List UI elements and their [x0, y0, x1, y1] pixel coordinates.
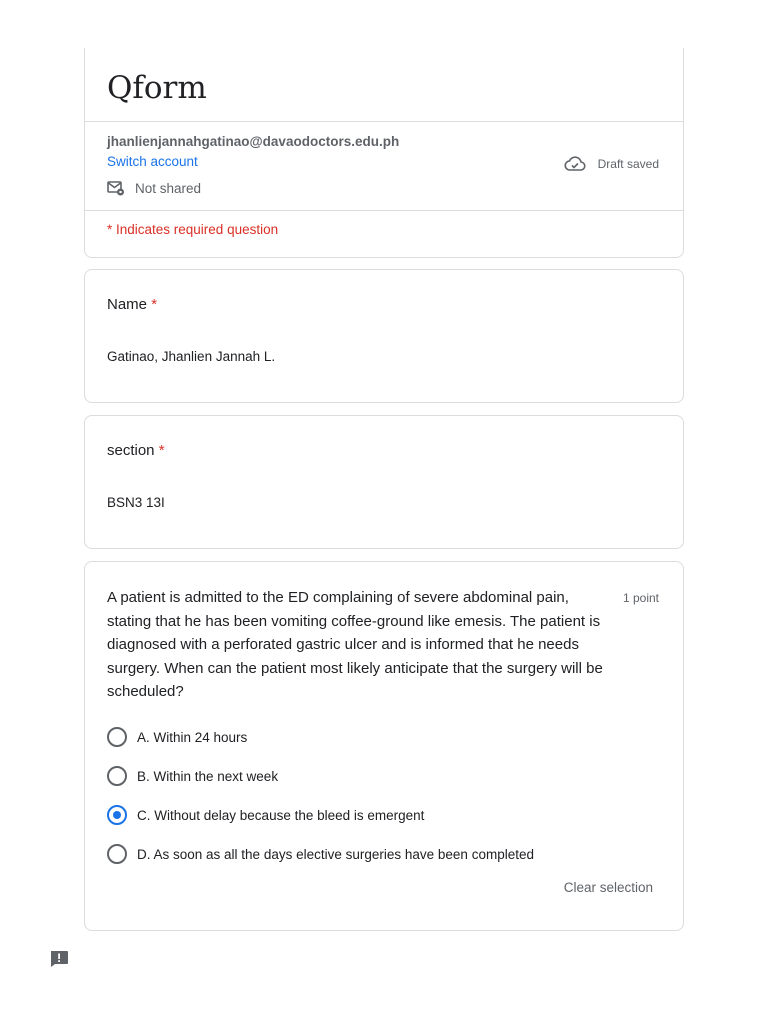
- question-text: A patient is admitted to the ED complaining of severe abdominal pain, stating that he has been vomiting coffee-ground like emesis. The patient is diagnosed with a perforated gastric ulcer and is informed that he needs surgery. When can the patient most likely anticipate that the surgery will be scheduled?: [107, 589, 603, 700]
- question-title-text: Name: [107, 296, 148, 313]
- option-c[interactable]: [107, 805, 424, 825]
- clear-selection-button[interactable]: Clear selection: [563, 880, 653, 895]
- question-card-multiple-choice: [84, 561, 684, 931]
- option-label: B. Within the next week: [137, 768, 279, 784]
- section-answer: BSN3 13I: [107, 495, 165, 510]
- form-header-card: [84, 48, 684, 258]
- radio-button-selected[interactable]: [107, 805, 127, 825]
- option-label: D. As soon as all the days elective surgeries have been completed: [137, 846, 534, 862]
- option-d[interactable]: [107, 844, 534, 864]
- divider: [85, 210, 683, 211]
- question-card-name: [84, 269, 684, 403]
- required-asterisk: *: [151, 296, 158, 313]
- question-card-section: [84, 415, 684, 549]
- option-b[interactable]: [107, 766, 278, 786]
- points-label: 1 point: [622, 591, 659, 605]
- radio-button[interactable]: [107, 844, 127, 864]
- switch-account-link[interactable]: Switch account: [107, 154, 198, 169]
- mail-lock-icon: [107, 180, 125, 196]
- required-note: * Indicates required question: [107, 222, 279, 237]
- name-answer: Gatinao, Jhanlien Jannah L.: [107, 349, 276, 364]
- cloud-check-icon: [564, 156, 586, 172]
- draft-status: [564, 156, 659, 172]
- option-a[interactable]: [107, 727, 247, 747]
- share-status: [107, 180, 201, 196]
- draft-status-text: Draft saved: [597, 157, 659, 171]
- required-asterisk: *: [158, 442, 165, 459]
- option-label: A. Within 24 hours: [137, 729, 248, 745]
- form-title: Qform: [107, 70, 207, 106]
- report-feedback-icon[interactable]: [49, 950, 69, 968]
- question-title: [107, 442, 165, 459]
- question-title-text: section: [107, 442, 155, 459]
- radio-button[interactable]: [107, 727, 127, 747]
- account-email: jhanlienjannahgatinao@davaodoctors.edu.ph: [107, 134, 400, 149]
- divider: [85, 121, 683, 122]
- share-status-text: Not shared: [135, 180, 202, 196]
- option-label: C. Without delay because the bleed is emergent: [137, 807, 425, 823]
- radio-button[interactable]: [107, 766, 127, 786]
- question-title: [107, 296, 157, 313]
